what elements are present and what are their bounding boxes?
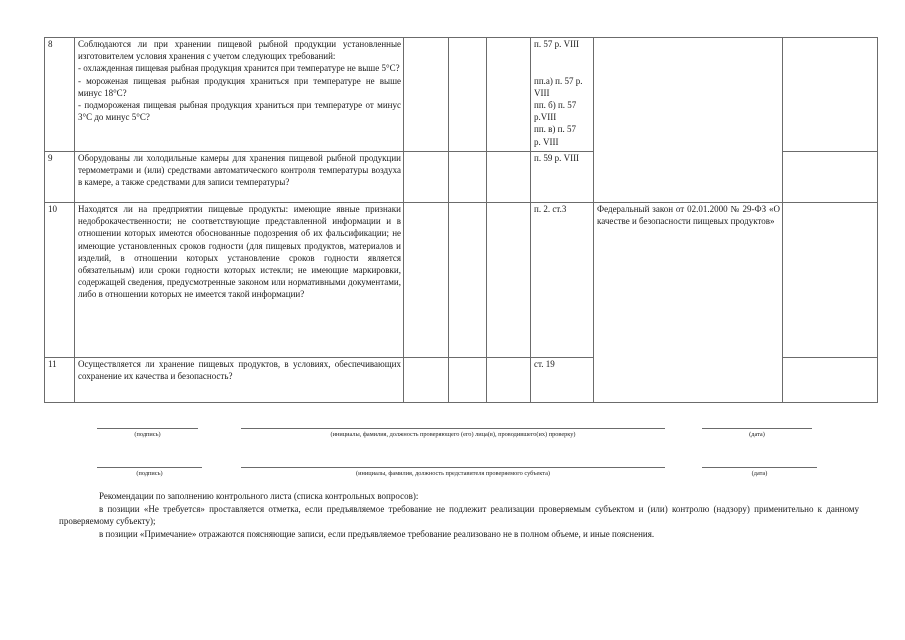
legal-act-cell bbox=[594, 38, 783, 203]
answer-yes-cell bbox=[404, 358, 449, 403]
requirement-reference: ст. 19 bbox=[531, 358, 594, 403]
representative-date-field[interactable] bbox=[702, 467, 817, 477]
signature-caption: (подпись) bbox=[136, 470, 163, 477]
representative-name-field[interactable] bbox=[241, 467, 665, 477]
answer-yes-cell bbox=[404, 152, 449, 203]
answer-yes-cell bbox=[404, 38, 449, 152]
inspector-date-field[interactable] bbox=[702, 428, 812, 438]
recommendation-item: в позиции «Не требуется» проставляется отметка, если предъявляемое требование не подлежит реализации проверяемым субъектом и (или) контролю (надзору) применительно к данному проверяемому субъекту); bbox=[59, 503, 859, 526]
question-text: Находятся ли на предприятии пищевые продукты: имеющие явные признаки недоброкачественности; не соответствующие представленной информации и в отношении которых имеются обоснованные подозрения об их фальсификации; не имеющие установленных сроков годности (для пищевых продуктов, материалов и изделий, в отношении которых установление сроков годности является обязательным) или сроки годности которых истекли; не имеющие маркировки, содержащей сведения, предусмотренные законом или нормативными документами, либо в отношении которых не имеется такой информации? bbox=[75, 203, 404, 358]
row-number: 9 bbox=[45, 152, 75, 203]
name-caption: (инициалы, фамилия, должность проверяющего (его) лица(в), проводившего(их) проверку) bbox=[330, 431, 576, 438]
requirement-reference: п. 59 р. VIII bbox=[531, 152, 594, 203]
answer-no-cell bbox=[449, 152, 487, 203]
not-required-cell bbox=[487, 38, 531, 152]
not-required-cell bbox=[487, 358, 531, 403]
row-number: 11 bbox=[45, 358, 75, 403]
table-row bbox=[45, 203, 878, 358]
answer-no-cell bbox=[449, 203, 487, 358]
inspector-signature-field[interactable] bbox=[97, 428, 198, 438]
name-caption: (инициалы, фамилия, должность представителя проверяемого субъекта) bbox=[356, 470, 550, 477]
representative-signature-field[interactable] bbox=[97, 467, 202, 477]
not-required-cell bbox=[487, 203, 531, 358]
note-cell bbox=[783, 203, 878, 358]
note-cell bbox=[783, 152, 878, 203]
date-caption: (дата) bbox=[751, 470, 768, 477]
legal-act-cell: Федеральный закон от 02.01.2000 № 29-ФЗ «О качестве и безопасности пищевых продуктов» bbox=[594, 203, 783, 403]
recommendations-heading: Рекомендации по заполнению контрольного листа (списка контрольных вопросов): bbox=[99, 491, 419, 501]
requirement-reference: п. 2. ст.3 bbox=[531, 203, 594, 358]
question-text: Оборудованы ли холодильные камеры для хранения пищевой рыбной продукции термометрами и (или) средствами автоматического контроля температуры воздуха в камере, а также средствами для записи температуры? bbox=[75, 152, 404, 203]
question-text: Соблюдаются ли при хранении пищевой рыбной продукции установленные изготовителем условия хранения с учетом следующих требований: - охлажденная пищевая рыбная продукция хранится при температуре не выше 5°С? - мороженая пищевая рыбная продукция храниться при температуре не выше минус 18°С? - подмороженая пищевая рыбная продукция храниться при температуре от минус 3°С до минус 5°С? bbox=[75, 38, 404, 152]
checklist-table bbox=[44, 37, 878, 403]
answer-no-cell bbox=[449, 38, 487, 152]
note-cell bbox=[783, 358, 878, 403]
row-number: 10 bbox=[45, 203, 75, 358]
question-text: Осуществляется ли хранение пищевых продуктов, в условиях, обеспечивающих сохранение их качества и безопасность? bbox=[75, 358, 404, 403]
inspector-name-field[interactable] bbox=[241, 428, 665, 438]
answer-yes-cell bbox=[404, 203, 449, 358]
answer-no-cell bbox=[449, 358, 487, 403]
requirement-reference: п. 57 р. VIII пп.а) п. 57 р. VIII пп. б) п. 57 р.VIII пп. в) п. 57 р. VIII bbox=[531, 38, 594, 152]
not-required-cell bbox=[487, 152, 531, 203]
row-number: 8 bbox=[45, 38, 75, 152]
date-caption: (дата) bbox=[749, 431, 765, 438]
recommendation-item: в позиции «Примечание» отражаются поясняющие записи, если предъявляемое требование реализовано не в полном объеме, и иные пояснения. bbox=[99, 528, 655, 539]
signature-caption: (подпись) bbox=[134, 431, 161, 438]
recommendations-block bbox=[59, 490, 859, 540]
note-cell bbox=[783, 38, 878, 152]
table-row bbox=[45, 38, 878, 152]
